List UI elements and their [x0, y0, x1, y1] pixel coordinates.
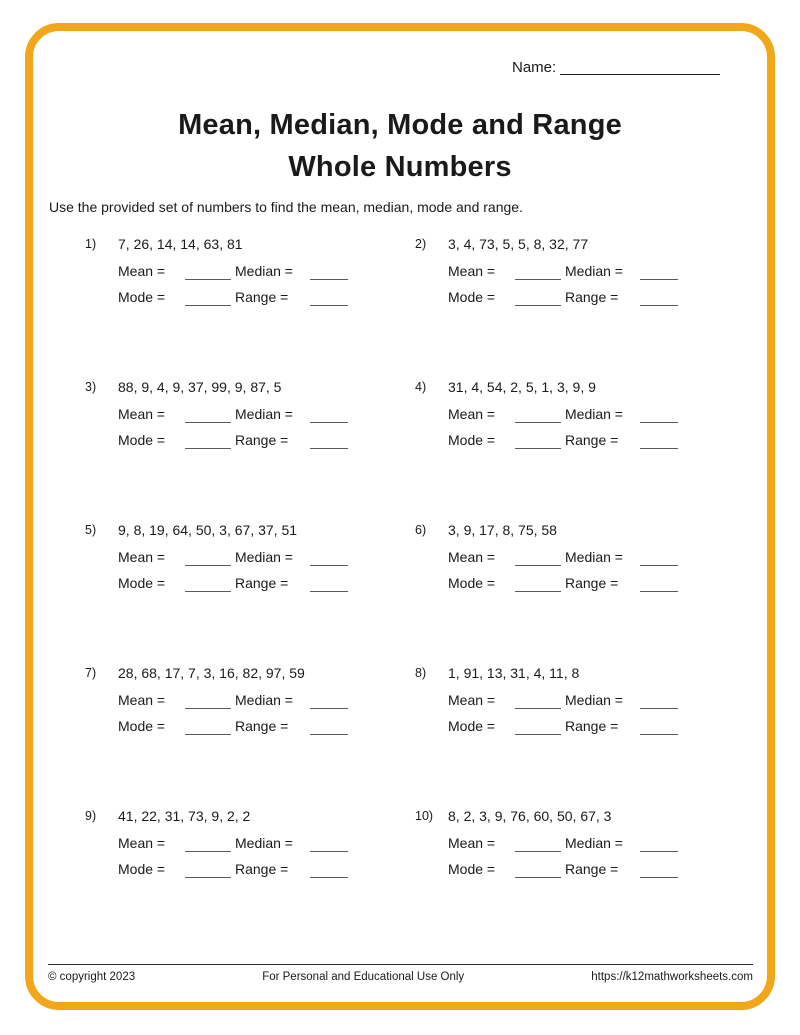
mean-label: Mean = — [118, 406, 166, 422]
footer-url: https://k12mathworksheets.com — [591, 971, 753, 983]
problem-block — [415, 517, 745, 660]
mode-range-row — [118, 427, 415, 453]
range-answer-blank — [640, 294, 678, 306]
mode-answer-blank — [515, 866, 561, 878]
number-set: 3, 4, 73, 5, 5, 8, 32, 77 — [448, 236, 589, 252]
mode-range-row — [448, 284, 745, 310]
median-answer-blank — [310, 554, 348, 566]
problem-number: 4) — [415, 380, 427, 394]
problem-set-row — [85, 517, 415, 544]
range-answer-blank — [310, 580, 348, 592]
mode-label: Mode = — [118, 861, 166, 877]
range-label: Range = — [565, 861, 619, 877]
problem-block — [85, 803, 415, 946]
mean-answer-blank — [515, 697, 561, 709]
median-answer-blank — [310, 840, 348, 852]
range-label: Range = — [565, 718, 619, 734]
problem-set-row — [85, 803, 415, 830]
problem-set-row — [415, 660, 745, 687]
mean-median-row — [448, 258, 745, 284]
problem-number: 5) — [85, 523, 97, 537]
number-set: 8, 2, 3, 9, 76, 60, 50, 67, 3 — [448, 808, 612, 824]
mean-median-row — [448, 544, 745, 570]
mode-range-row — [118, 284, 415, 310]
mode-answer-blank — [515, 294, 561, 306]
mean-answer-blank — [515, 268, 561, 280]
mean-answer-blank — [185, 411, 231, 423]
median-label: Median = — [235, 263, 293, 279]
mode-label: Mode = — [118, 432, 166, 448]
mode-answer-blank — [185, 580, 231, 592]
mode-answer-blank — [185, 437, 231, 449]
problem-number: 7) — [85, 666, 97, 680]
mode-label: Mode = — [118, 718, 166, 734]
range-label: Range = — [235, 432, 289, 448]
problem-number: 6) — [415, 523, 427, 537]
median-label: Median = — [565, 835, 623, 851]
range-label: Range = — [565, 575, 619, 591]
median-label: Median = — [565, 692, 623, 708]
mean-answer-blank — [185, 840, 231, 852]
mean-label: Mean = — [448, 692, 496, 708]
range-label: Range = — [565, 289, 619, 305]
problem-number: 3) — [85, 380, 97, 394]
problem-set-row — [85, 374, 415, 401]
problem-set-row — [85, 660, 415, 687]
mean-label: Mean = — [448, 406, 496, 422]
range-label: Range = — [565, 432, 619, 448]
mean-median-row — [118, 544, 415, 570]
problem-set-row — [415, 803, 745, 830]
range-answer-blank — [640, 723, 678, 735]
mean-median-row — [118, 258, 415, 284]
instructions-text: Use the provided set of numbers to find the mean, median, mode and range. — [49, 199, 523, 215]
problem-number: 10) — [415, 809, 434, 823]
mode-range-row — [118, 856, 415, 882]
name-blank-line — [560, 63, 720, 75]
mean-label: Mean = — [118, 549, 166, 565]
median-label: Median = — [565, 549, 623, 565]
problem-block — [415, 660, 745, 803]
name-row — [512, 59, 720, 76]
mode-label: Mode = — [448, 289, 496, 305]
problem-block — [85, 374, 415, 517]
number-set: 3, 9, 17, 8, 75, 58 — [448, 522, 557, 538]
problem-block — [85, 517, 415, 660]
mode-range-row — [448, 570, 745, 596]
problem-number: 8) — [415, 666, 427, 680]
problem-block — [415, 231, 745, 374]
median-answer-blank — [640, 697, 678, 709]
mean-median-row — [448, 687, 745, 713]
range-answer-blank — [310, 294, 348, 306]
range-label: Range = — [235, 861, 289, 877]
problem-block — [85, 660, 415, 803]
title-line-1: Mean, Median, Mode and Range — [178, 109, 622, 141]
mode-label: Mode = — [118, 575, 166, 591]
problem-number: 1) — [85, 237, 97, 251]
mean-median-row — [448, 401, 745, 427]
median-label: Median = — [565, 406, 623, 422]
median-answer-blank — [310, 411, 348, 423]
mode-answer-blank — [515, 723, 561, 735]
problem-set-row — [85, 231, 415, 258]
mean-label: Mean = — [448, 835, 496, 851]
footer-copyright: © copyright 2023 — [48, 971, 136, 983]
median-answer-blank — [640, 411, 678, 423]
mode-range-row — [448, 427, 745, 453]
mean-median-row — [118, 401, 415, 427]
mode-label: Mode = — [448, 861, 496, 877]
mode-label: Mode = — [118, 289, 166, 305]
problem-set-row — [415, 231, 745, 258]
mean-label: Mean = — [118, 692, 166, 708]
mode-answer-blank — [185, 723, 231, 735]
mean-answer-blank — [185, 554, 231, 566]
mean-answer-blank — [185, 268, 231, 280]
problem-number: 2) — [415, 237, 427, 251]
mean-label: Mean = — [448, 549, 496, 565]
number-set: 28, 68, 17, 7, 3, 16, 82, 97, 59 — [118, 665, 305, 681]
median-label: Median = — [235, 835, 293, 851]
mode-range-row — [118, 713, 415, 739]
median-label: Median = — [235, 692, 293, 708]
mean-answer-blank — [185, 697, 231, 709]
footer-usage-note: For Personal and Educational Use Only — [262, 971, 465, 983]
mode-answer-blank — [515, 580, 561, 592]
range-answer-blank — [310, 866, 348, 878]
mean-answer-blank — [515, 554, 561, 566]
number-set: 88, 9, 4, 9, 37, 99, 9, 87, 5 — [118, 379, 282, 395]
median-answer-blank — [310, 268, 348, 280]
mean-answer-blank — [515, 411, 561, 423]
problem-block — [85, 231, 415, 374]
mode-label: Mode = — [448, 575, 496, 591]
mode-range-row — [118, 570, 415, 596]
mode-label: Mode = — [448, 718, 496, 734]
mode-range-row — [448, 856, 745, 882]
median-answer-blank — [640, 840, 678, 852]
mean-median-row — [448, 830, 745, 856]
mean-label: Mean = — [448, 263, 496, 279]
number-set: 1, 91, 13, 31, 4, 11, 8 — [448, 665, 580, 681]
range-answer-blank — [310, 723, 348, 735]
page-title — [0, 104, 800, 188]
number-set: 9, 8, 19, 64, 50, 3, 67, 37, 51 — [118, 522, 298, 538]
problem-set-row — [415, 517, 745, 544]
problem-set-row — [415, 374, 745, 401]
median-answer-blank — [640, 268, 678, 280]
mode-answer-blank — [185, 294, 231, 306]
range-answer-blank — [640, 866, 678, 878]
range-answer-blank — [640, 437, 678, 449]
median-label: Median = — [235, 549, 293, 565]
footer — [48, 964, 753, 983]
mean-median-row — [118, 687, 415, 713]
number-set: 41, 22, 31, 73, 9, 2, 2 — [118, 808, 251, 824]
mean-label: Mean = — [118, 835, 166, 851]
median-answer-blank — [310, 697, 348, 709]
mode-answer-blank — [185, 866, 231, 878]
number-set: 31, 4, 54, 2, 5, 1, 3, 9, 9 — [448, 379, 596, 395]
mode-answer-blank — [515, 437, 561, 449]
title-line-2: Whole Numbers — [288, 151, 512, 183]
range-label: Range = — [235, 289, 289, 305]
number-set: 7, 26, 14, 14, 63, 81 — [118, 236, 243, 252]
mean-answer-blank — [515, 840, 561, 852]
range-label: Range = — [235, 575, 289, 591]
problem-block — [415, 803, 745, 946]
mean-median-row — [118, 830, 415, 856]
median-answer-blank — [640, 554, 678, 566]
range-answer-blank — [310, 437, 348, 449]
range-label: Range = — [235, 718, 289, 734]
mode-range-row — [448, 713, 745, 739]
problems-grid — [85, 231, 745, 946]
median-label: Median = — [565, 263, 623, 279]
mean-label: Mean = — [118, 263, 166, 279]
problem-number: 9) — [85, 809, 97, 823]
range-answer-blank — [640, 580, 678, 592]
name-label: Name: — [512, 59, 557, 76]
mode-label: Mode = — [448, 432, 496, 448]
median-label: Median = — [235, 406, 293, 422]
problem-block — [415, 374, 745, 517]
